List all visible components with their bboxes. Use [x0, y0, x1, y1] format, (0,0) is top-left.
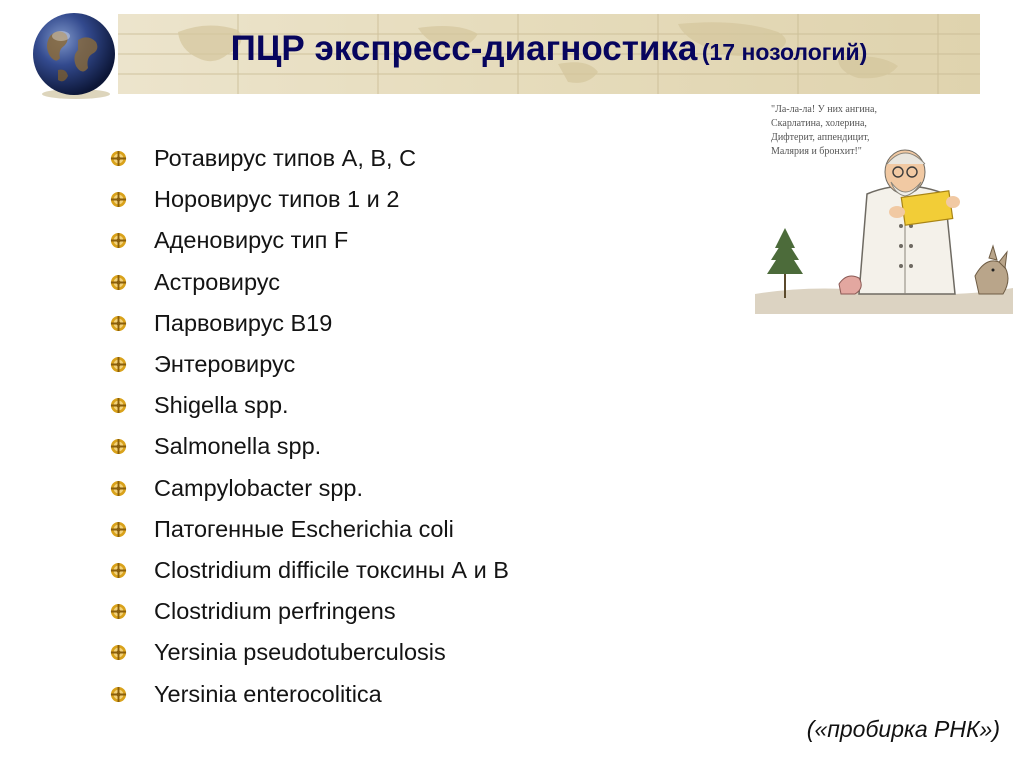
doctor-drawing	[755, 98, 1013, 314]
gear-bullet-icon	[110, 274, 127, 291]
list-item	[110, 632, 509, 673]
list-item-label: Парвовирус В19	[154, 309, 333, 336]
list-item	[110, 550, 509, 591]
gear-bullet-icon	[110, 315, 127, 332]
doctor-illustration	[755, 98, 1013, 314]
list-item	[110, 344, 509, 385]
list-item	[110, 385, 509, 426]
list-item	[110, 138, 509, 179]
list-item	[110, 179, 509, 220]
list-item-label: Норовирус типов 1 и 2	[154, 186, 400, 213]
list-item-label: Salmonella spp.	[154, 433, 322, 460]
list-item	[110, 468, 509, 509]
gear-bullet-icon	[110, 603, 127, 620]
list-item	[110, 591, 509, 632]
gear-bullet-icon	[110, 438, 127, 455]
list-item-label: Ротавирус типов А, В, С	[154, 145, 417, 172]
gear-bullet-icon	[110, 356, 127, 373]
list-item-label: Yersinia enterocolitica	[154, 680, 382, 707]
poem-line: Скарлатина, холерина,	[771, 118, 867, 129]
poem-line: "Ла-ла-ла! У них ангина,	[771, 104, 877, 115]
list-item-label: Shigella spp.	[154, 392, 289, 419]
gear-bullet-icon	[110, 150, 127, 167]
list-item-label: Патогенные Escherichia coli	[154, 515, 454, 542]
list-item	[110, 220, 509, 261]
page-title	[118, 29, 980, 69]
list-item	[110, 509, 509, 550]
list-item-label: Yersinia pseudotuberculosis	[154, 639, 446, 666]
title-subtitle: (17 нозологий)	[701, 39, 868, 65]
list-item-label: Астровирус	[154, 268, 280, 295]
list-item	[110, 303, 509, 344]
caption: («пробирка РНК»)	[806, 716, 1000, 742]
list-item	[110, 673, 509, 714]
gear-bullet-icon	[110, 562, 127, 579]
gear-bullet-icon	[110, 686, 127, 703]
gear-bullet-icon	[110, 232, 127, 249]
gear-bullet-icon	[110, 521, 127, 538]
poem-line: Дифтерит, аппендицит,	[771, 132, 870, 143]
gear-bullet-icon	[110, 644, 127, 661]
list-item-label: Campylobacter spp.	[154, 474, 363, 501]
globe-logo	[28, 10, 120, 102]
gear-bullet-icon	[110, 191, 127, 208]
list-item-label: Clostridium difficile токсины А и В	[154, 556, 509, 583]
title-main: ПЦР экспресс-диагностика	[230, 29, 698, 68]
list-item-label: Аденовирус тип F	[154, 227, 349, 254]
list-item-label: Clostridium perfringens	[154, 598, 396, 625]
list-item-label: Энтеровирус	[154, 351, 296, 378]
list-item	[110, 426, 509, 467]
pathogen-list	[110, 138, 509, 715]
title-bar	[118, 14, 980, 94]
poem-line: Малярия и бронхит!"	[771, 146, 862, 157]
gear-bullet-icon	[110, 397, 127, 414]
gear-bullet-icon	[110, 480, 127, 497]
list-item	[110, 262, 509, 303]
